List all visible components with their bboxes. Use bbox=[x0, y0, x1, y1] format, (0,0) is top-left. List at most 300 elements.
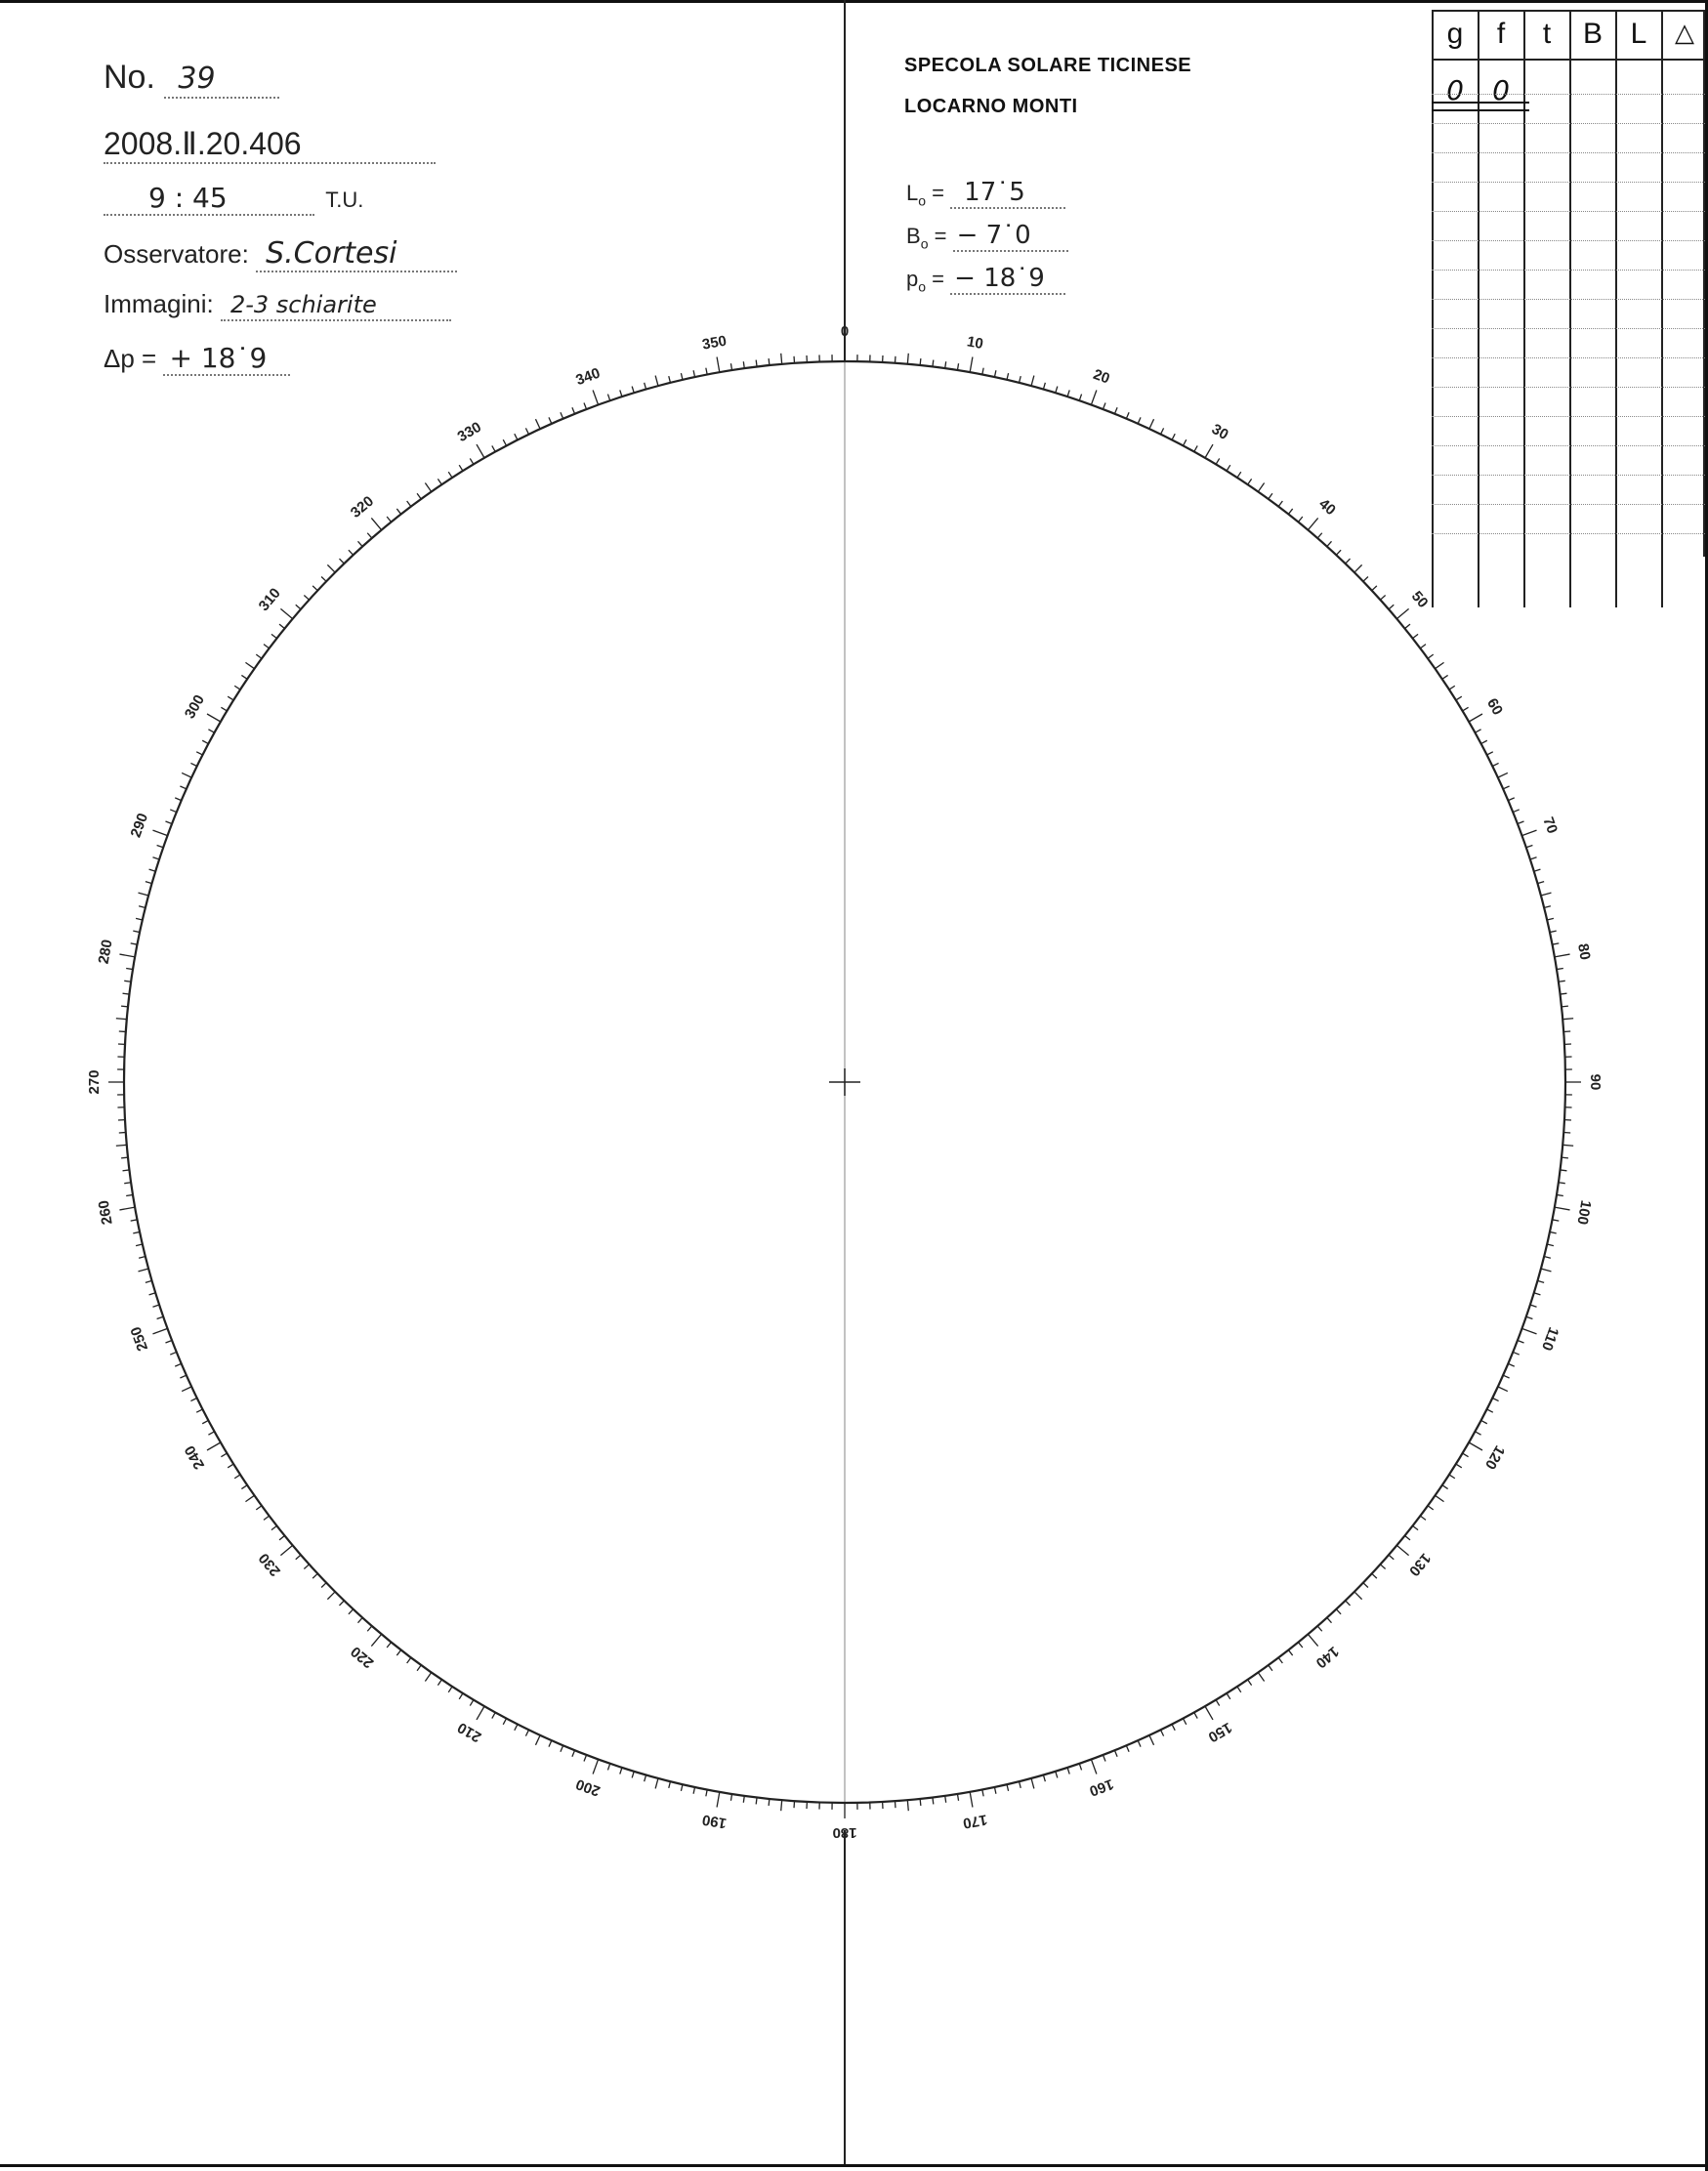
scale-tick bbox=[706, 368, 707, 375]
scale-tick bbox=[196, 752, 202, 755]
scale-tick bbox=[448, 1687, 452, 1692]
scale-tick bbox=[1258, 482, 1264, 491]
scale-tick bbox=[945, 361, 946, 368]
scale-tick bbox=[607, 1764, 609, 1771]
scale-tick bbox=[437, 479, 441, 484]
scale-tick bbox=[241, 675, 247, 679]
scale-tick bbox=[121, 1157, 128, 1158]
scale-tick bbox=[1534, 869, 1541, 871]
institution-name: SPECOLA SOLARE TICINESE bbox=[904, 55, 1192, 76]
scale-tick bbox=[1372, 586, 1377, 591]
scale-tick bbox=[1508, 1363, 1514, 1366]
scale-tick bbox=[279, 624, 284, 628]
scale-tick bbox=[1237, 472, 1241, 478]
scale-tick bbox=[133, 931, 140, 932]
scale-tick bbox=[425, 1673, 431, 1682]
scale-tick bbox=[756, 360, 757, 367]
scale-tick bbox=[280, 608, 292, 618]
bo-equals: = bbox=[934, 224, 947, 248]
scale-tick bbox=[339, 1601, 344, 1606]
scale-tick bbox=[1456, 1464, 1462, 1468]
scale-tick bbox=[1463, 1453, 1469, 1457]
scale-label-320: 320 bbox=[347, 492, 378, 522]
scale-tick bbox=[1278, 1657, 1282, 1663]
scale-tick bbox=[296, 605, 301, 609]
scale-label-120: 120 bbox=[1480, 1442, 1509, 1473]
scale-label-10: 10 bbox=[965, 333, 985, 353]
table-row-line bbox=[1432, 211, 1705, 212]
scale-tick bbox=[632, 387, 634, 394]
scale-tick bbox=[1183, 439, 1186, 445]
scale-tick bbox=[1288, 1650, 1292, 1656]
scale-tick bbox=[1149, 1735, 1154, 1745]
bo-field[interactable] bbox=[953, 221, 1068, 252]
scale-tick bbox=[1336, 1609, 1341, 1614]
scale-label-290: 290 bbox=[127, 811, 152, 840]
scale-tick bbox=[1559, 1183, 1565, 1184]
scale-label-0: 0 bbox=[840, 322, 850, 340]
table-row-line bbox=[1432, 240, 1705, 241]
scale-tick bbox=[1508, 798, 1514, 801]
value-f[interactable]: 0 bbox=[1492, 74, 1510, 106]
scale-tick bbox=[170, 810, 176, 813]
scale-tick bbox=[1227, 1693, 1230, 1699]
scale-tick bbox=[1380, 1565, 1385, 1569]
scale-tick bbox=[245, 662, 254, 668]
scale-tick bbox=[459, 1693, 463, 1699]
scale-tick bbox=[152, 1328, 167, 1333]
scale-tick bbox=[221, 707, 227, 711]
scale-label-240: 240 bbox=[181, 1442, 209, 1473]
scale-tick bbox=[1541, 893, 1552, 896]
scale-tick bbox=[1492, 1399, 1498, 1401]
scale-tick bbox=[124, 1183, 131, 1184]
scale-tick bbox=[1007, 373, 1009, 380]
scale-tick bbox=[781, 354, 782, 364]
scale-label-220: 220 bbox=[347, 1643, 378, 1672]
scale-tick bbox=[123, 1170, 130, 1171]
scale-tick bbox=[1172, 1725, 1175, 1731]
header-t: t bbox=[1542, 18, 1552, 50]
scale-tick bbox=[1248, 1680, 1252, 1686]
scale-label-160: 160 bbox=[1087, 1774, 1116, 1800]
images-value: 2-3 schiarite bbox=[229, 291, 377, 318]
scale-tick bbox=[234, 1475, 240, 1479]
table-row-line bbox=[1432, 504, 1705, 505]
scale-tick bbox=[339, 559, 344, 564]
scale-tick bbox=[1562, 1157, 1568, 1158]
scale-label-50: 50 bbox=[1407, 588, 1432, 611]
scale-tick bbox=[632, 1772, 634, 1778]
scale-tick bbox=[1346, 559, 1351, 564]
scale-label-330: 330 bbox=[454, 418, 484, 446]
scale-label-340: 340 bbox=[573, 364, 603, 390]
scale-tick bbox=[256, 654, 262, 658]
scale-tick bbox=[1449, 1475, 1455, 1479]
scale-tick bbox=[312, 1573, 317, 1578]
images-row bbox=[104, 289, 451, 321]
scale-tick bbox=[1550, 931, 1557, 932]
scale-tick bbox=[1278, 501, 1282, 507]
scale-tick bbox=[1436, 1495, 1444, 1501]
observer-row bbox=[104, 236, 457, 272]
scale-tick bbox=[1288, 509, 1292, 515]
scale-tick bbox=[669, 1781, 671, 1788]
scale-tick bbox=[1269, 493, 1272, 499]
scale-tick bbox=[1420, 645, 1426, 648]
institution-place: LOCARNO MONTI bbox=[904, 96, 1078, 117]
scale-label-40: 40 bbox=[1315, 495, 1339, 520]
scale-tick bbox=[1544, 906, 1551, 908]
scale-tick bbox=[396, 1650, 400, 1656]
number-label: No. bbox=[104, 59, 155, 96]
scale-label-230: 230 bbox=[255, 1549, 284, 1580]
scale-tick bbox=[208, 730, 214, 732]
scale-tick bbox=[417, 1665, 421, 1671]
scale-tick bbox=[1562, 1145, 1573, 1146]
scale-tick bbox=[492, 445, 495, 451]
scale-tick bbox=[157, 845, 164, 847]
scale-tick bbox=[271, 1525, 277, 1529]
scale-tick bbox=[477, 444, 484, 458]
scale-tick bbox=[572, 1750, 575, 1756]
scale-tick bbox=[1138, 417, 1141, 423]
scale-tick bbox=[1442, 675, 1448, 679]
scale-label-280: 280 bbox=[95, 938, 116, 966]
scale-tick bbox=[312, 586, 317, 591]
scale-tick bbox=[730, 363, 731, 370]
scale-tick bbox=[207, 714, 221, 722]
images-field[interactable] bbox=[221, 289, 451, 321]
scale-tick bbox=[139, 1257, 146, 1259]
scale-tick bbox=[945, 1796, 946, 1803]
scale-tick bbox=[357, 1617, 362, 1622]
scale-tick bbox=[241, 1485, 247, 1489]
number-field[interactable] bbox=[164, 59, 279, 99]
po-field[interactable] bbox=[950, 264, 1065, 295]
scale-tick bbox=[1518, 821, 1524, 824]
scale-tick bbox=[180, 786, 186, 789]
scale-tick bbox=[1487, 1409, 1493, 1412]
scale-tick bbox=[1079, 1764, 1081, 1771]
scale-tick bbox=[1298, 1643, 1302, 1648]
scale-tick bbox=[1336, 550, 1341, 555]
scale-tick bbox=[1503, 1375, 1509, 1378]
scale-tick bbox=[1317, 1626, 1322, 1631]
spot-count-table bbox=[1432, 10, 1705, 607]
scale-tick bbox=[149, 1293, 156, 1295]
scale-tick bbox=[920, 358, 921, 365]
scale-tick bbox=[1327, 1617, 1332, 1622]
scale-tick bbox=[730, 1794, 731, 1801]
scale-tick bbox=[470, 458, 474, 464]
po-label: p bbox=[906, 267, 919, 291]
scale-tick bbox=[1205, 444, 1213, 458]
scale-tick bbox=[1205, 1706, 1213, 1720]
scale-tick bbox=[425, 482, 431, 491]
scale-label-270: 270 bbox=[85, 1069, 103, 1095]
table-row-line bbox=[1432, 94, 1705, 95]
scale-tick bbox=[407, 501, 411, 507]
scale-tick bbox=[769, 358, 770, 365]
scale-tick bbox=[417, 493, 421, 499]
scale-label-180: 180 bbox=[832, 1824, 857, 1842]
scale-tick bbox=[1031, 1778, 1034, 1789]
scale-tick bbox=[1552, 1220, 1559, 1221]
scale-tick bbox=[1481, 740, 1487, 743]
scale-tick bbox=[116, 1019, 127, 1020]
scale-label-60: 60 bbox=[1483, 695, 1507, 719]
scale-tick bbox=[1518, 1340, 1524, 1343]
scale-tick bbox=[1547, 1244, 1554, 1246]
scale-tick bbox=[175, 798, 181, 801]
scale-tick bbox=[152, 1305, 159, 1307]
scale-tick bbox=[119, 1207, 135, 1210]
scale-tick bbox=[1498, 772, 1508, 777]
scale-tick bbox=[349, 550, 354, 555]
scale-tick bbox=[321, 576, 326, 581]
scale-tick bbox=[982, 368, 983, 375]
scale-tick bbox=[1216, 1700, 1220, 1706]
scale-tick bbox=[116, 1145, 127, 1146]
double-underline bbox=[1432, 102, 1529, 111]
scale-tick bbox=[561, 412, 563, 418]
scale-tick bbox=[593, 390, 598, 404]
scale-tick bbox=[131, 943, 138, 944]
table-row-line bbox=[1432, 299, 1705, 300]
scale-tick bbox=[1557, 968, 1563, 969]
scale-tick bbox=[321, 1583, 326, 1588]
scale-label-80: 80 bbox=[1574, 941, 1594, 962]
scale-tick bbox=[1248, 479, 1252, 484]
scale-tick bbox=[1126, 1745, 1129, 1751]
scale-tick bbox=[1020, 1781, 1021, 1788]
scale-tick bbox=[933, 1797, 934, 1804]
scale-tick bbox=[1413, 1525, 1419, 1529]
scale-tick bbox=[1317, 533, 1322, 538]
scale-tick bbox=[1161, 1730, 1164, 1735]
scale-tick bbox=[1547, 918, 1554, 920]
scale-tick bbox=[525, 428, 528, 434]
scale-tick bbox=[228, 1464, 233, 1468]
scale-tick bbox=[1020, 376, 1021, 383]
scale-tick bbox=[1405, 1535, 1410, 1539]
scale-tick bbox=[367, 1626, 372, 1631]
scale-tick bbox=[123, 993, 130, 994]
lo-subscript: o bbox=[918, 192, 927, 209]
lo-value: 17˙5 bbox=[964, 178, 1025, 207]
scale-tick bbox=[572, 407, 575, 413]
scale-tick bbox=[477, 1706, 484, 1720]
scale-tick bbox=[1487, 752, 1493, 755]
scale-tick bbox=[1079, 395, 1081, 401]
po-subscript: o bbox=[918, 278, 927, 295]
scale-tick bbox=[781, 1800, 782, 1811]
scale-tick bbox=[1194, 1712, 1197, 1718]
scale-tick bbox=[717, 1792, 720, 1808]
scale-tick bbox=[371, 518, 381, 529]
scale-tick bbox=[1530, 1305, 1537, 1307]
scale-tick bbox=[535, 419, 540, 429]
scale-tick bbox=[1475, 1432, 1480, 1435]
scale-tick bbox=[515, 434, 518, 439]
scale-label-300: 300 bbox=[181, 691, 209, 722]
scale-tick bbox=[1043, 1774, 1045, 1781]
scale-tick bbox=[256, 1506, 262, 1510]
table-col-line bbox=[1615, 10, 1617, 607]
scale-tick bbox=[126, 1194, 133, 1195]
coord-lo-row bbox=[906, 178, 1065, 209]
scale-tick bbox=[1449, 686, 1455, 689]
time-field[interactable] bbox=[104, 182, 314, 216]
lo-label: L bbox=[906, 181, 919, 205]
observation-time bbox=[104, 182, 363, 216]
scale-tick bbox=[1534, 1293, 1541, 1295]
scale-tick bbox=[1346, 1601, 1351, 1606]
delta-p-field[interactable] bbox=[163, 342, 290, 376]
scale-tick bbox=[645, 383, 646, 390]
scale-tick bbox=[1560, 1170, 1566, 1171]
scale-tick bbox=[304, 595, 309, 600]
scale-tick bbox=[470, 1700, 474, 1706]
table-col-line bbox=[1523, 10, 1525, 607]
lo-field[interactable] bbox=[950, 178, 1065, 209]
scale-tick bbox=[1114, 407, 1117, 413]
scale-tick bbox=[669, 376, 671, 383]
scale-tick bbox=[1442, 1485, 1448, 1489]
observation-number bbox=[104, 59, 279, 99]
scale-tick bbox=[1389, 605, 1394, 609]
header-l: L bbox=[1630, 18, 1647, 50]
table-row-line bbox=[1432, 475, 1705, 476]
scale-tick bbox=[1354, 564, 1362, 572]
bo-subscript: o bbox=[920, 235, 929, 252]
scale-label-30: 30 bbox=[1208, 420, 1231, 443]
scale-tick bbox=[584, 402, 587, 409]
observer-field[interactable] bbox=[256, 236, 457, 272]
scale-tick bbox=[1469, 714, 1482, 722]
scale-tick bbox=[1389, 1555, 1394, 1560]
scale-tick bbox=[1031, 376, 1034, 387]
scale-tick bbox=[561, 1745, 563, 1751]
scale-tick bbox=[681, 373, 683, 380]
scale-tick bbox=[459, 465, 463, 471]
header-f: f bbox=[1496, 18, 1506, 50]
header-delta: △ bbox=[1675, 18, 1694, 47]
scale-tick bbox=[304, 1565, 309, 1569]
scale-tick bbox=[1172, 434, 1175, 439]
scale-tick bbox=[139, 1269, 149, 1272]
delta-p-value: + 18˙9 bbox=[169, 342, 268, 374]
scale-tick bbox=[157, 1316, 164, 1318]
scale-tick bbox=[1298, 517, 1302, 522]
scale-tick bbox=[234, 686, 240, 689]
table-row-line bbox=[1432, 387, 1705, 388]
scale-tick bbox=[1227, 465, 1230, 471]
date-field[interactable] bbox=[104, 125, 436, 164]
images-label: Immagini: bbox=[104, 289, 214, 318]
scale-tick bbox=[907, 354, 908, 364]
delta-p-row bbox=[104, 342, 290, 376]
scale-tick bbox=[1091, 390, 1096, 404]
scale-tick bbox=[535, 1735, 540, 1745]
value-g[interactable]: 0 bbox=[1446, 74, 1464, 106]
scale-tick bbox=[1555, 1207, 1570, 1210]
scale-tick bbox=[170, 1352, 176, 1355]
scale-tick bbox=[371, 1634, 381, 1646]
scale-label-350: 350 bbox=[700, 332, 729, 354]
scale-tick bbox=[1380, 595, 1385, 600]
scale-tick bbox=[139, 906, 146, 908]
scale-tick bbox=[1194, 445, 1197, 451]
scale-tick bbox=[367, 533, 372, 538]
scale-label-110: 110 bbox=[1538, 1324, 1562, 1354]
coord-bo-row bbox=[906, 221, 1068, 252]
scale-label-100: 100 bbox=[1573, 1198, 1595, 1227]
scale-tick bbox=[202, 740, 208, 743]
scale-tick bbox=[190, 1399, 196, 1401]
scale-tick bbox=[607, 395, 609, 401]
scale-tick bbox=[706, 1789, 707, 1796]
scale-tick bbox=[593, 1759, 598, 1774]
scale-tick bbox=[982, 1789, 983, 1796]
scale-tick bbox=[1396, 1545, 1408, 1555]
scale-tick bbox=[1126, 412, 1129, 418]
scale-tick bbox=[1363, 576, 1368, 581]
scale-label-200: 200 bbox=[573, 1774, 603, 1800]
scale-label-140: 140 bbox=[1312, 1643, 1343, 1672]
scale-tick bbox=[743, 361, 744, 368]
bo-label: B bbox=[906, 224, 921, 248]
scale-tick bbox=[264, 645, 270, 648]
bo-value: − 7˙0 bbox=[956, 221, 1031, 250]
scale-tick bbox=[1555, 954, 1570, 957]
time-value: 9 : 45 bbox=[148, 182, 228, 214]
scale-tick bbox=[296, 1555, 301, 1560]
scale-tick bbox=[245, 1495, 254, 1501]
scale-tick bbox=[655, 376, 658, 387]
scale-tick bbox=[1521, 830, 1536, 835]
scale-tick bbox=[279, 1535, 284, 1539]
scale-tick bbox=[549, 1740, 552, 1746]
scale-tick bbox=[1269, 1665, 1272, 1671]
scale-tick bbox=[1562, 1019, 1573, 1020]
scale-tick bbox=[228, 696, 233, 700]
scale-tick bbox=[180, 1375, 186, 1378]
scale-tick bbox=[1428, 654, 1434, 658]
scale-tick bbox=[994, 1787, 995, 1794]
scale-tick bbox=[620, 1768, 622, 1774]
observer-label: Osservatore: bbox=[104, 239, 249, 269]
scale-tick bbox=[1537, 882, 1544, 884]
scale-tick bbox=[1056, 1772, 1058, 1778]
scale-tick bbox=[1067, 1768, 1069, 1774]
scale-tick bbox=[357, 541, 362, 546]
scale-tick bbox=[1530, 857, 1537, 859]
observation-date bbox=[104, 125, 436, 164]
scale-tick bbox=[208, 1432, 214, 1435]
scale-tick bbox=[1258, 1673, 1264, 1682]
scale-tick bbox=[620, 390, 622, 397]
scale-tick bbox=[136, 918, 143, 920]
table-row-line bbox=[1432, 270, 1705, 271]
scale-tick bbox=[407, 1657, 411, 1663]
scale-tick bbox=[933, 360, 934, 367]
scale-tick bbox=[1149, 419, 1154, 429]
table-row-line bbox=[1432, 152, 1705, 153]
time-unit: T.U. bbox=[325, 188, 364, 212]
scale-tick bbox=[1056, 387, 1058, 394]
